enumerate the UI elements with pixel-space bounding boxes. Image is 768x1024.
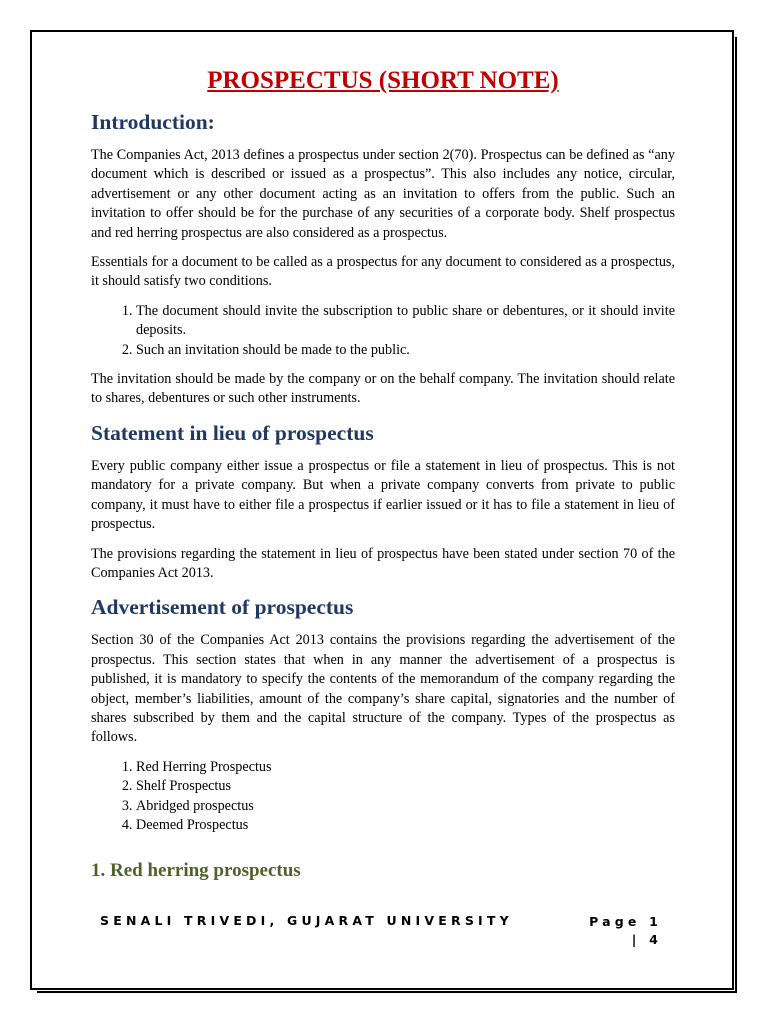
- red-herring-heading: 1. Red herring prospectus: [91, 860, 301, 882]
- list-item: 1. The document should invite the subscription to public share or debentures, or it should invite deposits.: [136, 302, 675, 341]
- footer-page-line-1: Page 1: [589, 914, 662, 929]
- conditions-list: [91, 302, 675, 360]
- list-item: 3. Abridged prospectus: [136, 797, 675, 816]
- list-item: 2. Shelf Prospectus: [136, 777, 675, 796]
- lieu-heading: Statement in lieu of prospectus: [91, 420, 374, 445]
- list-item: 4. Deemed Prospectus: [136, 816, 675, 835]
- intro-paragraph-3: The invitation should be made by the company or on the behalf company. The invitation should relate to shares, debentures or such other instruments.: [91, 371, 675, 407]
- intro-heading: Introduction:: [91, 110, 215, 134]
- intro-paragraph-2: Essentials for a document to be called as a prospectus for any document to considered as a prospectus, it should satisfy two conditions.: [91, 254, 675, 290]
- page-title: PROSPECTUS (SHORT NOTE): [207, 67, 559, 94]
- footer-page-number: [589, 913, 662, 949]
- advert-heading: Advertisement of prospectus: [91, 595, 354, 620]
- intro-paragraph-1: The Companies Act, 2013 defines a prospectus under section 2(70). Prospectus can be defined as “any document which is described or issued as a prospectus”. This also includes any notice, circular, advertisement or any other document acting as an invitation to offers from the public. Such an invitation to offer should be for the purchase of any securities of a corporate body. Shelf prospectus and red herring prospectus are also considered as a prospectus.: [91, 147, 675, 241]
- lieu-paragraph-2: The provisions regarding the statement in lieu of prospectus have been stated under section 70 of the Companies Act 2013.: [91, 545, 675, 581]
- document-body: [91, 64, 675, 895]
- lieu-paragraph-1: Every public company either issue a prospectus or file a statement in lieu of prospectus. This is not mandatory for a private company. But when a private company converts from private to public company, it must have to either file a prospectus if earlier issued or it has to file a statement in lieu of prospectus.: [91, 457, 675, 533]
- list-item: 1. Red Herring Prospectus: [136, 758, 675, 777]
- prospectus-types-list: [91, 758, 675, 836]
- list-item: 2. Such an invitation should be made to the public.: [136, 341, 675, 360]
- footer-page-line-2: | 4: [631, 932, 662, 947]
- footer-author: SENALI TRIVEDI, GUJARAT UNIVERSITY: [100, 913, 513, 928]
- advert-paragraph-1: Section 30 of the Companies Act 2013 contains the provisions regarding the advertisement of the prospectus. This section states that when in any manner the advertisement of a prospectus is published, it is mandatory to specify the contents of the memorandum of the company regarding the object, member’s liabilities, amount of the company’s share capital, signatories and the number of shares subscribed by them and the capital structure of the company. Types of the prospectus as follows.: [91, 632, 675, 746]
